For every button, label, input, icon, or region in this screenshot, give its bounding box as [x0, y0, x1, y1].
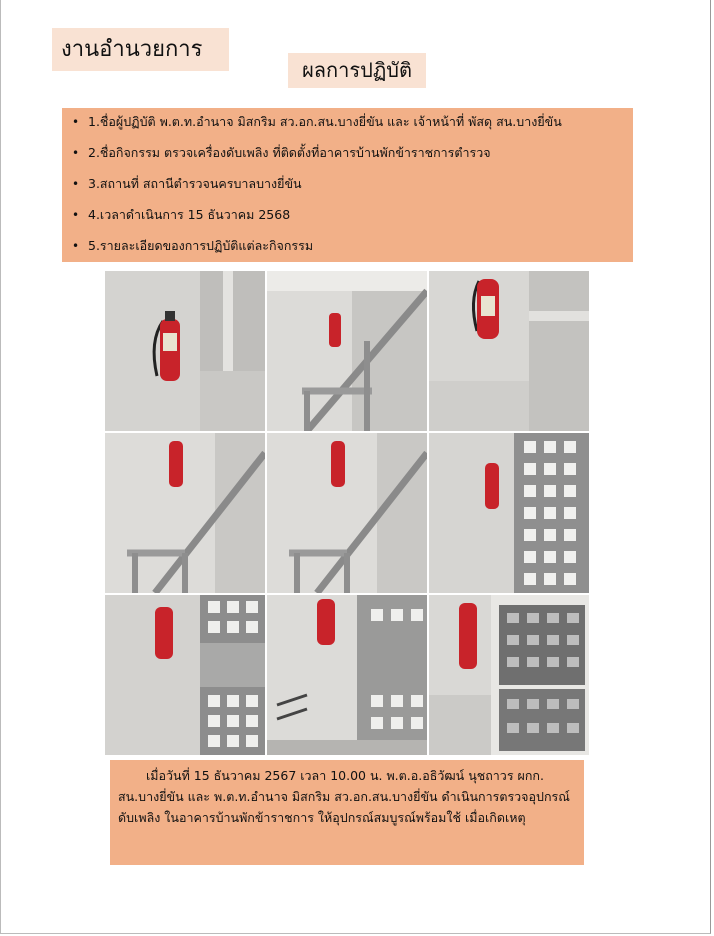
photo-lattice-corridor [105, 595, 265, 755]
result-title: ผลการปฏิบัติ [288, 53, 426, 88]
bullet-icon: • [72, 115, 80, 129]
info-item-text: 5.รายละเอียดของการปฏิบัติแต่ละกิจกรรม [88, 238, 314, 253]
info-item [62, 175, 633, 206]
photo-stair-extinguisher [267, 271, 427, 431]
info-item [62, 237, 633, 268]
bullet-icon: • [72, 208, 80, 222]
photo-extinguisher-closeup [429, 271, 589, 431]
info-item [62, 206, 633, 237]
department-title: งานอำนวยการ [52, 28, 229, 71]
summary-box [110, 760, 584, 865]
photo-stair-railing-2 [267, 433, 427, 593]
info-item [62, 144, 633, 175]
info-item-text: 1.ชื่อผู้ปฏิบัติ พ.ต.ท.อำนาจ มิสกริม สว.อก.สน.บางยี่ขัน และ เจ้าหน้าที่ พัสดุ สน.บางยี่ขัน [88, 114, 562, 129]
info-item [62, 113, 633, 144]
photo-extinguisher-wall [105, 271, 265, 431]
activity-info-box [62, 108, 633, 262]
bullet-icon: • [72, 177, 80, 191]
photo-lattice-wall [429, 433, 589, 593]
info-item-text: 4.เวลาดำเนินการ 15 ธันวาคม 2568 [88, 207, 291, 222]
photo-stair-railing-1 [105, 433, 265, 593]
photo-grid [105, 271, 589, 753]
photo-meter-cabinet [429, 595, 589, 755]
bullet-icon: • [72, 239, 80, 253]
summary-text: เมื่อวันที่ 15 ธันวาคม 2567 เวลา 10.00 น. พ.ต.อ.อธิวัฒน์ นุชถาวร ผกก. สน.บางยี่ขัน และ พ.ต.ท.อำนาจ มิสกริม สว.อก.สน.บางยี่ขัน ดำเนินการตรวจอุปกรณ์ดับเพลิง ในอาคารบ้านพักข้าราชการ ให้อุปกรณ์สมบูรณ์พร้อมใช้ เมื่อเกิดเหตุ [118, 768, 570, 825]
bullet-icon: • [72, 146, 80, 160]
info-item-text: 2.ชื่อกิจกรรม ตรวจเครื่องดับเพลิง ที่ติดตั้งที่อาคารบ้านพักข้าราชการตำรวจ [88, 145, 491, 160]
photo-corner-extinguisher [267, 595, 427, 755]
info-item-text: 3.สถานที่ สถานีตำรวจนครบาลบางยี่ขัน [88, 176, 302, 191]
